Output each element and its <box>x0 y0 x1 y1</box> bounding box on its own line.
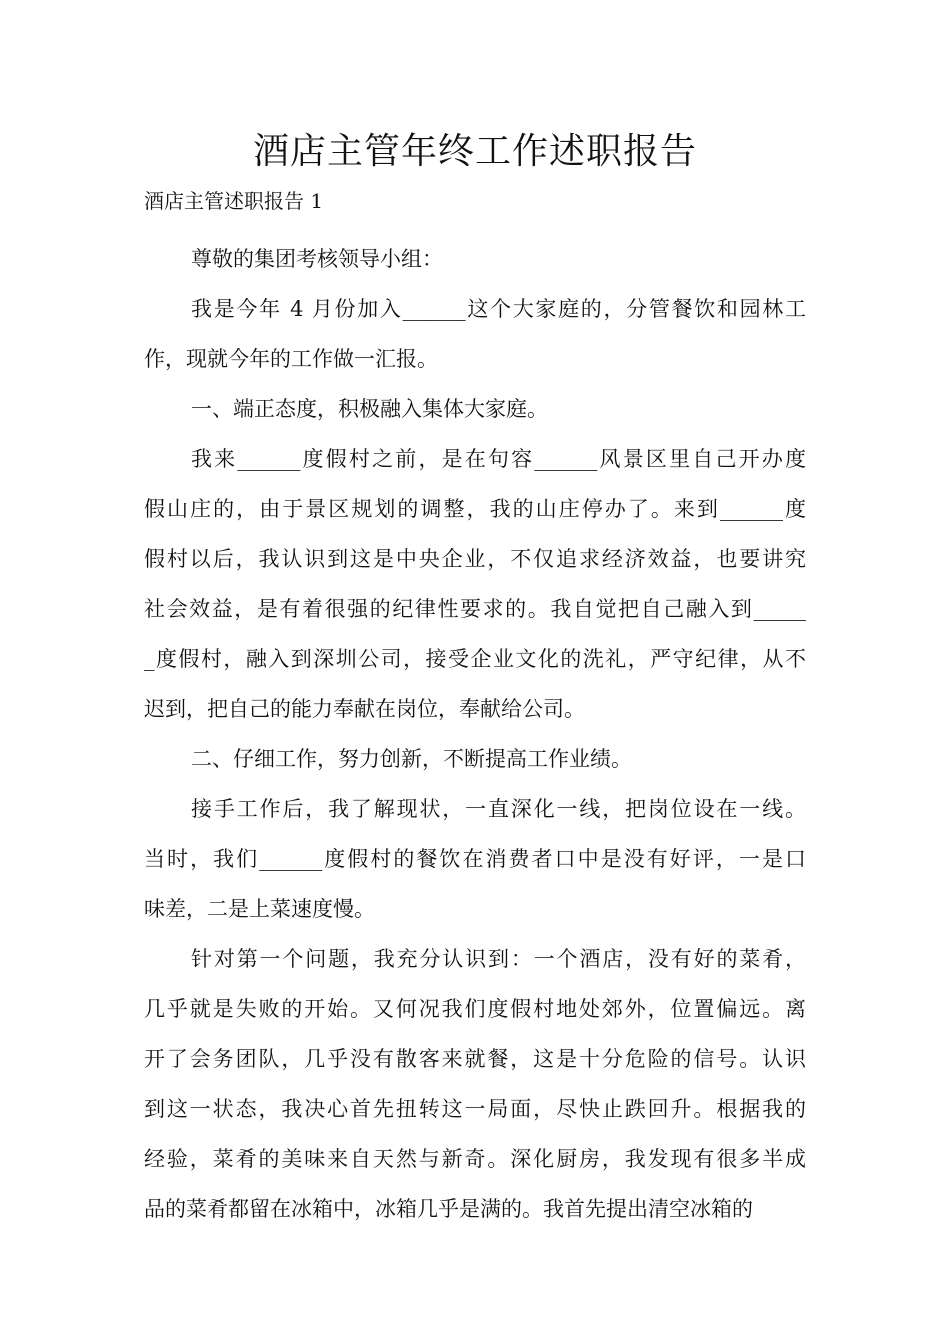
paragraph-line: 社会效益，是有着很强的纪律性要求的。我自觉把自己融入到_____ <box>144 597 806 621</box>
paragraph-line: 尊敬的集团考核领导小组： <box>191 247 443 271</box>
body-paragraph <box>144 734 806 784</box>
paragraph-line: 我是今年 4 月份加入______这个大家庭的，分管餐饮和园林工 <box>191 297 806 321</box>
paragraph-line: 迟到，把自己的能力奉献在岗位，奉献给公司。 <box>144 697 585 721</box>
paragraph-line: 一、端正态度，积极融入集体大家庭。 <box>191 397 548 421</box>
page-title: 酒店主管年终工作述职报告 <box>252 131 697 172</box>
paragraph-line: 几乎就是失败的开始。又何况我们度假村地处郊外，位置偏远。离 <box>144 997 806 1021</box>
body-paragraph <box>144 384 806 434</box>
paragraph-line: 假村以后，我认识到这是中央企业，不仅追求经济效益，也要讲究 <box>144 547 806 571</box>
paragraph-line: 二、仔细工作，努力创新，不断提高工作业绩。 <box>191 747 632 771</box>
paragraph-line: 我来______度假村之前，是在句容______风景区里自己开办度 <box>191 447 806 471</box>
body-paragraph <box>144 934 806 1234</box>
paragraph-line: 作，现就今年的工作做一汇报。 <box>144 347 438 371</box>
body-paragraph <box>144 784 806 934</box>
body-paragraph <box>144 284 806 384</box>
body-paragraph <box>144 434 806 734</box>
paragraph-line: 味差，二是上菜速度慢。 <box>144 897 375 921</box>
body-paragraph <box>144 234 806 284</box>
paragraph-line: 针对第一个问题，我充分认识到：一个酒店，没有好的菜肴， <box>191 947 806 971</box>
paragraph-line: _度假村，融入到深圳公司，接受企业文化的洗礼，严守纪律，从不 <box>144 647 806 671</box>
paragraph-line: 当时，我们______度假村的餐饮在消费者口中是没有好评，一是口 <box>144 847 806 871</box>
paragraph-line: 假山庄的，由于景区规划的调整，我的山庄停办了。来到______度 <box>144 497 806 521</box>
paragraph-line: 经验，菜肴的美味来自天然与新奇。深化厨房，我发现有很多半成 <box>144 1147 806 1171</box>
paragraph-line: 到这一状态，我决心首先扭转这一局面，尽快止跌回升。根据我的 <box>144 1097 806 1121</box>
paragraph-line: 开了会务团队，几乎没有散客来就餐，这是十分危险的信号。认识 <box>144 1047 806 1071</box>
paragraph-line: 接手工作后，我了解现状，一直深化一线，把岗位设在一线。 <box>191 797 806 821</box>
document-subtitle: 酒店主管述职报告 1 <box>144 189 324 213</box>
paragraph-line: 品的菜肴都留在冰箱中，冰箱几乎是满的。我首先提出清空冰箱的 <box>144 1197 753 1221</box>
document-body <box>144 234 806 1234</box>
